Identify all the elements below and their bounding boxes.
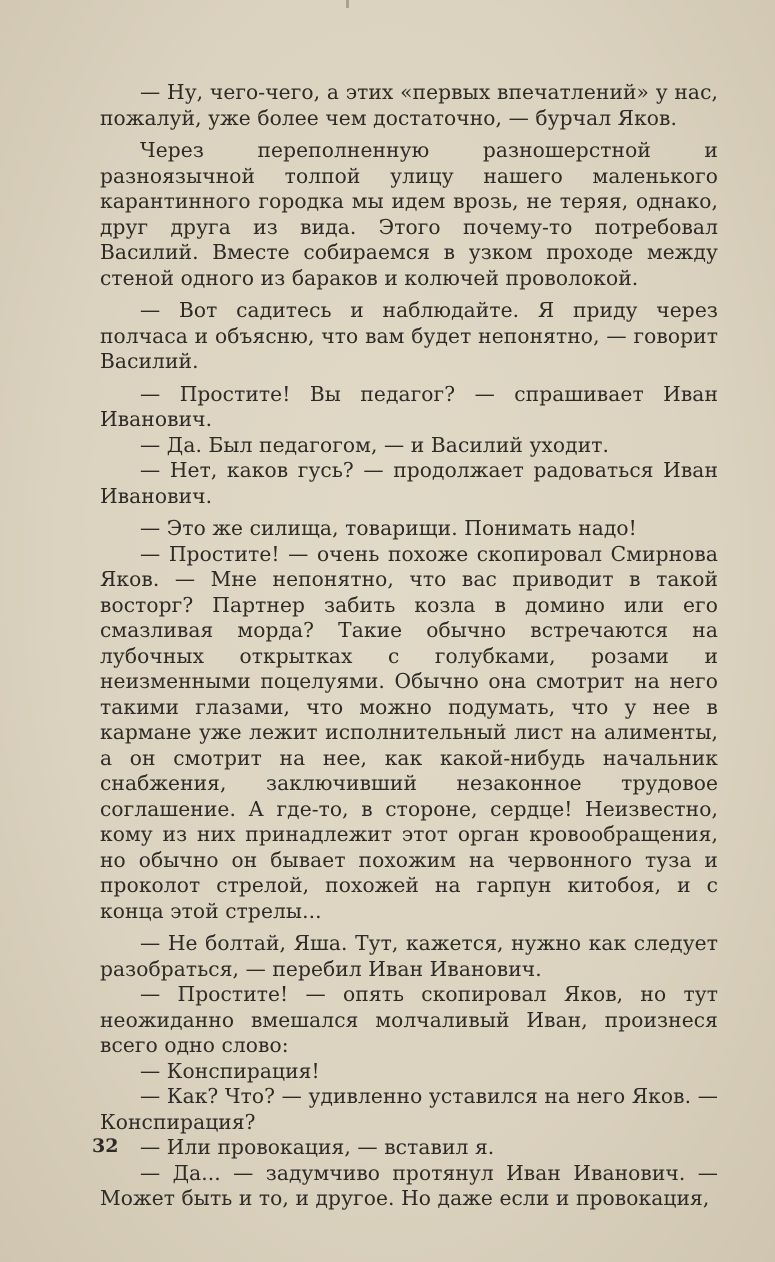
paragraph: — Да... — задумчиво протянул Иван Иванович. — Может быть и то, и другое. Но даже если и провокация, xyxy=(100,1160,718,1210)
paragraph: — Конспирация! xyxy=(140,1058,320,1083)
paragraph: — Нет, каков гусь? — продолжает радоваться Иван Иванович. xyxy=(100,458,718,508)
paragraph: — Простите! — очень похоже скопировал Смирнова Яков. — Мне непонятно, что вас приводит в такой восторг? Партнер забить козла в домино или его смазливая морда? Такие обычно встречаются на лубочных открытках с голубками, розами и неизменными поцелуями. Обычно она смотрит на него такими глазами, что можно подумать, что у нее в кармане уже лежит исполнительный лист на алименты, а он смотрит на нее, как какой-нибудь начальник снабжения, заключивший незаконное трудовое соглашение. А где-то, в стороне, сердце! Неизвестно, кому из них принадлежит этот орган кровообращения, но обычно он бывает похожим на червонного туза и проколот стрелой, похожей на гарпун китобоя, и с конца этой стрелы... xyxy=(100,541,718,923)
page-number: 32 xyxy=(92,1135,119,1157)
paragraph: — Да. Был педагогом, — и Василий уходит. xyxy=(140,432,610,457)
paragraph: — Или провокация, — вставил я. xyxy=(140,1135,495,1159)
paragraph: — Вот садитесь и наблюдайте. Я приду через полчаса и объясню, что вам будет непонятно, — говорит Василий. xyxy=(100,298,718,373)
paragraph: — Это же силища, товарищи. Понимать надо! xyxy=(140,516,637,540)
paragraph: Через переполненную разношерстной и разноязычной толпой улицу нашего маленького карантинного городка мы идем врозь, не теряя, однако, друг друга из вида. Этого почему-то потребовал Василий. Вместе собираемся в узком проходе между стеной одного из бараков и колючей проволокой. xyxy=(100,138,718,290)
page-top-mark xyxy=(346,0,349,8)
paragraph: — Как? Что? — удивленно уставился на него Яков. — Конспирация? xyxy=(100,1084,718,1134)
paragraph: — Не болтай, Яша. Тут, кажется, нужно как следует разобраться, — перебил Иван Иванович. xyxy=(100,931,718,981)
paragraph: — Простите! Вы педагог? — спрашивает Иван Иванович. xyxy=(100,381,718,431)
paragraph: — Ну, чего-чего, а этих «первых впечатлений» у нас, пожалуй, уже более чем достаточно, — бурчал Яков. xyxy=(100,80,718,130)
page-text xyxy=(100,80,718,1212)
paragraph: — Простите! — опять скопировал Яков, но тут неожиданно вмешался молчаливый Иван, произнеся всего одно слово: xyxy=(100,982,718,1057)
